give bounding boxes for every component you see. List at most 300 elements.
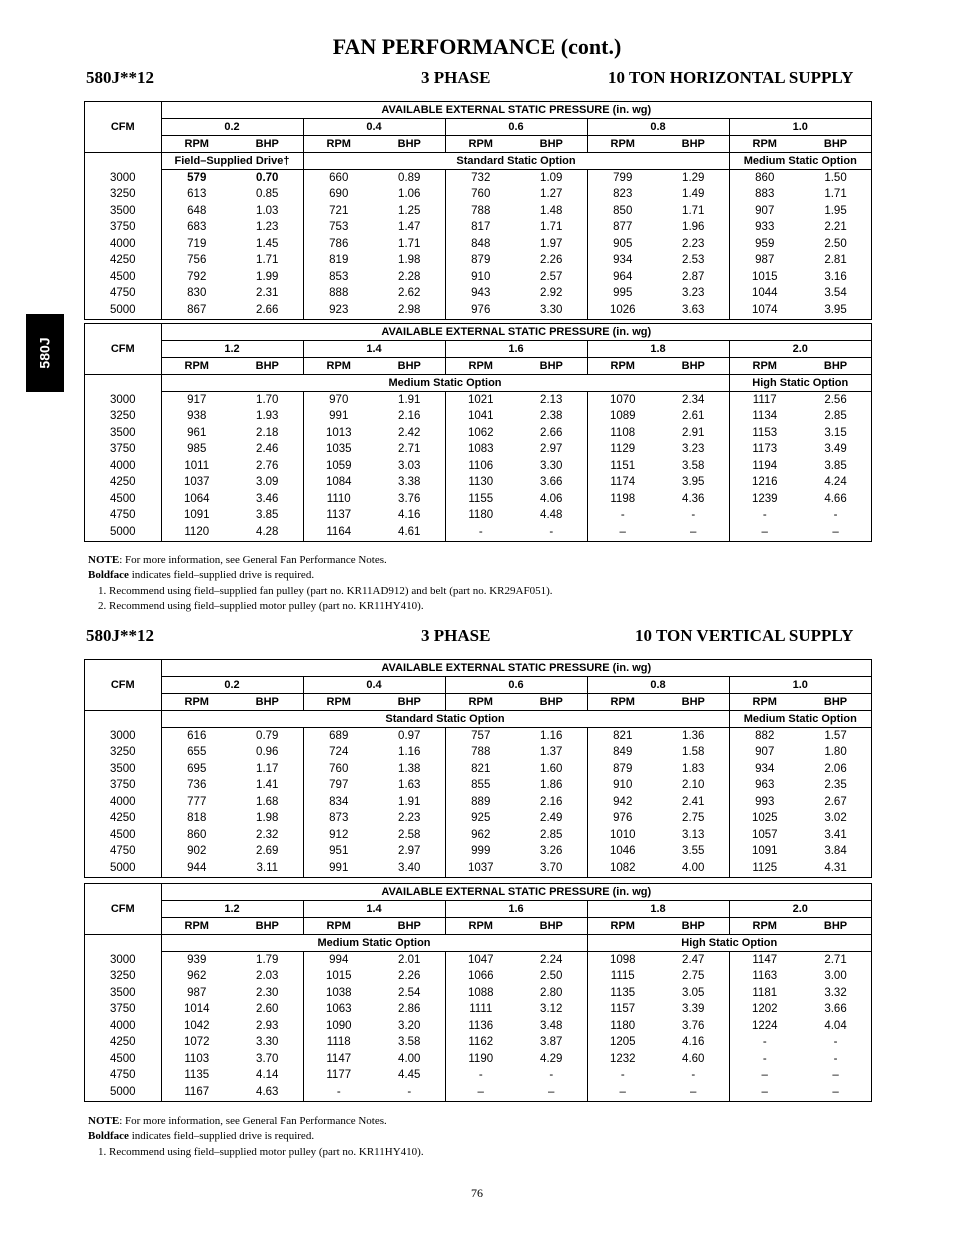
bhp-value: 3.09: [256, 476, 279, 489]
rpm-value: 579: [187, 171, 207, 184]
bhp-value: 2.03: [256, 970, 279, 983]
bhp-value: 3.76: [682, 1019, 705, 1032]
rpm-value: 648: [187, 204, 207, 217]
notes-block: [88, 553, 868, 614]
bhp-value: 4.31: [824, 861, 847, 874]
rpm-value: 689: [303, 728, 374, 745]
bhp-value: 3.12: [540, 1003, 563, 1016]
rpm-value: 1163: [729, 969, 800, 986]
rpm-value: 1136: [445, 1018, 516, 1035]
rpm-value: 994: [303, 952, 374, 969]
bhp-value: 2.13: [540, 393, 563, 406]
rpm-value: –: [445, 1084, 516, 1101]
bhp-value: 0.97: [398, 729, 421, 742]
rpm-value: 855: [445, 778, 516, 795]
header-row: [85, 102, 871, 119]
section-heading-horizontal: [86, 68, 871, 90]
bhp-value: 2.21: [824, 221, 847, 234]
table-row: [85, 811, 871, 828]
rpm-value: 1194: [729, 458, 800, 475]
note-bold-lead: Boldface: [88, 1130, 129, 1143]
rpm-value: 848: [445, 236, 516, 253]
bhp-value: 3.30: [540, 459, 563, 472]
bhp-value: 4.24: [824, 476, 847, 489]
bhp-value: 2.61: [682, 410, 705, 423]
rpm-value: 1135: [184, 1069, 210, 1082]
rpm-value: 821: [445, 761, 516, 778]
rpm-value: 1091: [729, 844, 800, 861]
rpm-value: 736: [187, 779, 207, 792]
rpm-value: 1091: [183, 509, 210, 522]
rpm-value: 1174: [587, 475, 658, 492]
cfm-value: 4000: [85, 458, 161, 475]
bhp-value: 4.63: [256, 1085, 279, 1098]
rpm-value: 823: [587, 187, 658, 204]
rpm-value: 1167: [184, 1085, 210, 1098]
phase-label: 3 PHASE: [421, 68, 491, 87]
bhp-value: 3.63: [682, 303, 705, 316]
rpm-header: RPM: [729, 136, 800, 153]
bhp-value: 1.57: [824, 729, 847, 742]
bhp-value: 4.45: [398, 1069, 421, 1082]
cfm-header: CFM: [85, 884, 161, 935]
bhp-value: 1.91: [398, 393, 421, 406]
pressure-header: 0.6: [445, 119, 587, 136]
note-bold-lead: Boldface: [88, 569, 129, 582]
rpm-value: 860: [187, 828, 207, 841]
rpm-value: 695: [187, 762, 207, 775]
rpm-value: 724: [303, 745, 374, 762]
table-row: [85, 170, 871, 187]
rpm-value: 788: [445, 203, 516, 220]
bhp-value: 1.95: [824, 204, 847, 217]
table-row: [85, 1051, 871, 1068]
rpm-value: 1164: [303, 524, 374, 541]
bhp-value: 4.28: [256, 525, 279, 538]
bhp-header: BHP: [516, 694, 587, 711]
bhp-header: BHP: [800, 136, 871, 153]
rpm-value: 792: [187, 270, 207, 283]
table-row: [85, 236, 871, 253]
pressure-super-header: AVAILABLE EXTERNAL STATIC PRESSURE (in. wg): [161, 324, 871, 341]
bhp-value: –: [832, 525, 839, 538]
rpm-value: 721: [303, 203, 374, 220]
bhp-value: 2.31: [256, 287, 279, 300]
rpm-value: -: [729, 1035, 800, 1052]
bhp-value: 2.66: [256, 303, 279, 316]
bhp-value: 1.63: [398, 779, 421, 792]
bhp-value: 3.58: [398, 1036, 421, 1049]
rpm-value: 1041: [445, 409, 516, 426]
rpm-value: -: [445, 524, 516, 541]
bhp-value: 0.96: [256, 746, 279, 759]
bhp-value: 3.38: [398, 476, 421, 489]
static-option-label: High Static Option: [729, 375, 871, 392]
bhp-value: 4.16: [682, 1036, 705, 1049]
side-tab-label: 580J: [37, 337, 53, 369]
rpm-value: 1090: [303, 1018, 374, 1035]
pressure-header: 0.2: [161, 119, 303, 136]
table-row: [85, 952, 871, 969]
table-row: [85, 392, 871, 409]
bhp-value: 2.50: [824, 237, 847, 250]
rpm-header: RPM: [587, 918, 658, 935]
bhp-header: BHP: [800, 694, 871, 711]
pressure-header: 0.8: [587, 119, 729, 136]
rpm-value: 1134: [729, 409, 800, 426]
table-row: [85, 794, 871, 811]
bhp-value: 3.23: [682, 287, 705, 300]
bhp-header: BHP: [516, 918, 587, 935]
rpm-value: 1038: [303, 985, 374, 1002]
table-row: [85, 1018, 871, 1035]
rpm-value: 985: [187, 443, 207, 456]
bhp-value: 3.39: [682, 1003, 705, 1016]
bhp-value: 2.35: [824, 779, 847, 792]
rpm-value: 1089: [587, 409, 658, 426]
bhp-value: 2.23: [682, 237, 705, 250]
rpm-value: 991: [303, 860, 374, 877]
bhp-value: 2.87: [682, 270, 705, 283]
rpm-value: 1118: [303, 1035, 374, 1052]
bhp-header: BHP: [658, 918, 729, 935]
rpm-value: 1015: [729, 269, 800, 286]
bhp-value: 2.75: [682, 812, 705, 825]
pressure-header: 0.4: [303, 677, 445, 694]
cfm-header: CFM: [85, 324, 161, 375]
bhp-value: 3.40: [398, 861, 421, 874]
bhp-value: 3.58: [682, 459, 705, 472]
fan-performance-table: [85, 660, 871, 877]
rpm-value: 732: [445, 170, 516, 187]
bhp-value: 2.01: [398, 953, 421, 966]
phase-label: 3 PHASE: [421, 626, 491, 645]
bhp-value: -: [833, 1036, 838, 1049]
bhp-value: 3.00: [824, 970, 847, 983]
bhp-value: 0.89: [398, 171, 421, 184]
rpm-value: –: [587, 524, 658, 541]
cfm-value: 4750: [85, 508, 161, 525]
rpm-value: 799: [587, 170, 658, 187]
cfm-value: 5000: [85, 524, 161, 541]
table-row: [85, 187, 871, 204]
bhp-value: 2.23: [398, 812, 421, 825]
pressure-header: 0.4: [303, 119, 445, 136]
bhp-value: 1.47: [398, 221, 421, 234]
rpm-value: 1011: [184, 459, 210, 472]
bhp-value: 2.57: [540, 270, 563, 283]
rpm-value: 1046: [587, 844, 658, 861]
bhp-value: 1.37: [540, 746, 563, 759]
bhp-value: 4.04: [824, 1019, 847, 1032]
bhp-value: 1.98: [398, 254, 421, 267]
cfm-value: 5000: [85, 1084, 161, 1101]
bhp-header: BHP: [232, 694, 303, 711]
bhp-value: 3.30: [540, 303, 563, 316]
table-row: [85, 253, 871, 270]
bhp-value: 3.03: [398, 459, 421, 472]
bhp-value: 1.93: [256, 410, 279, 423]
rpm-value: 944: [187, 861, 207, 874]
rpm-header: RPM: [303, 136, 374, 153]
pressure-header: 1.0: [729, 119, 871, 136]
rpm-value: 1088: [445, 985, 516, 1002]
bhp-value: 1.98: [256, 812, 279, 825]
rpm-header: RPM: [587, 136, 658, 153]
cfm-header: CFM: [85, 102, 161, 153]
rpm-value: 910: [445, 269, 516, 286]
rpm-value: 757: [445, 728, 516, 745]
supply-label: 10 TON VERTICAL SUPPLY: [635, 626, 854, 645]
rpm-header: RPM: [161, 136, 232, 153]
bhp-header: BHP: [232, 918, 303, 935]
bhp-value: 2.97: [398, 845, 421, 858]
rpm-value: 999: [445, 844, 516, 861]
rpm-value: 879: [445, 253, 516, 270]
note-line: [88, 584, 868, 599]
bhp-value: 2.54: [398, 986, 421, 999]
rpm-value: 995: [587, 286, 658, 303]
bhp-value: 1.03: [256, 204, 279, 217]
header-row: [85, 901, 871, 918]
cfm-value: 4250: [85, 1035, 161, 1052]
cfm-value: 3250: [85, 409, 161, 426]
bhp-value: 2.26: [540, 254, 563, 267]
cfm-value: 4250: [85, 253, 161, 270]
bhp-value: 0.70: [256, 171, 279, 184]
note-text: indicates field–supplied drive is required.: [128, 569, 315, 582]
static-option-label: High Static Option: [587, 935, 871, 952]
bhp-value: 2.56: [824, 393, 847, 406]
bhp-value: -: [691, 1069, 696, 1082]
bhp-value: 2.18: [256, 426, 279, 439]
bhp-value: 1.99: [256, 270, 279, 283]
rpm-value: 1066: [445, 969, 516, 986]
bhp-value: 1.48: [540, 204, 563, 217]
bhp-value: 3.48: [540, 1019, 563, 1032]
static-option-label: Field–Supplied Drive†: [161, 153, 303, 170]
bhp-value: 1.80: [824, 746, 847, 759]
rpm-value: 690: [303, 187, 374, 204]
rpm-value: 1044: [729, 286, 800, 303]
cfm-value: 3750: [85, 442, 161, 459]
bhp-value: 2.06: [824, 762, 847, 775]
bhp-value: 1.86: [540, 779, 563, 792]
note-bold-lead: NOTE: [88, 554, 120, 566]
bhp-value: 3.84: [824, 845, 847, 858]
rpm-value: 830: [187, 287, 207, 300]
static-option-label: Medium Static Option: [161, 375, 729, 392]
bhp-value: 1.71: [682, 204, 705, 217]
bhp-value: 2.26: [398, 970, 421, 983]
table-row: [85, 286, 871, 303]
bhp-value: 2.58: [398, 828, 421, 841]
rpm-value: -: [729, 508, 800, 525]
rpm-value: 1129: [587, 442, 658, 459]
cfm-value: 4000: [85, 794, 161, 811]
bhp-value: 1.17: [256, 762, 279, 775]
note-line: [88, 599, 868, 614]
pressure-header: 1.6: [445, 341, 587, 358]
rpm-header: RPM: [445, 918, 516, 935]
rpm-value: 821: [587, 728, 658, 745]
rpm-value: 819: [303, 253, 374, 270]
rpm-value: 1110: [303, 491, 374, 508]
bhp-value: 3.02: [824, 812, 847, 825]
rpm-value: 1074: [729, 302, 800, 319]
table-row: [85, 203, 871, 220]
bhp-value: 1.83: [682, 762, 705, 775]
bhp-value: 1.49: [682, 188, 705, 201]
pressure-header: 2.0: [729, 341, 871, 358]
bhp-value: 3.70: [256, 1052, 279, 1065]
header-row: [85, 119, 871, 136]
cfm-value: 4500: [85, 269, 161, 286]
rpm-header: RPM: [445, 694, 516, 711]
rpm-value: 1177: [303, 1068, 374, 1085]
pressure-header: 1.2: [161, 901, 303, 918]
rpm-value: 923: [303, 302, 374, 319]
bhp-value: 4.66: [824, 492, 847, 505]
rpm-value: 1153: [729, 425, 800, 442]
bhp-value: 2.76: [256, 459, 279, 472]
option-row: [85, 935, 871, 952]
bhp-value: 3.15: [824, 426, 847, 439]
table-row: [85, 985, 871, 1002]
pressure-header: 1.4: [303, 901, 445, 918]
rpm-value: 1111: [445, 1002, 516, 1019]
rpm-value: 902: [187, 845, 207, 858]
rpm-value: 1013: [303, 425, 374, 442]
table-row: [85, 409, 871, 426]
option-spacer: [85, 375, 161, 392]
rpm-value: 910: [587, 778, 658, 795]
cfm-value: 4000: [85, 1018, 161, 1035]
rpm-value: 1103: [184, 1052, 210, 1065]
bhp-header: BHP: [516, 358, 587, 375]
header-row: [85, 884, 871, 901]
bhp-value: 4.29: [540, 1052, 563, 1065]
bhp-value: 3.70: [540, 861, 563, 874]
rpm-value: 760: [445, 187, 516, 204]
cfm-value: 4250: [85, 811, 161, 828]
bhp-value: 1.27: [540, 188, 563, 201]
rpm-value: 1083: [445, 442, 516, 459]
bhp-header: BHP: [800, 918, 871, 935]
rpm-value: 788: [445, 745, 516, 762]
cfm-value: 3500: [85, 203, 161, 220]
cfm-value: 4500: [85, 491, 161, 508]
bhp-value: 1.60: [540, 762, 563, 775]
bhp-value: 1.36: [682, 729, 705, 742]
note-text: indicates field–supplied drive is required.: [128, 1130, 315, 1143]
bhp-value: 3.76: [398, 492, 421, 505]
cfm-value: 4750: [85, 286, 161, 303]
rpm-header: RPM: [161, 918, 232, 935]
bhp-value: 3.66: [824, 1003, 847, 1016]
bhp-value: 3.41: [824, 828, 847, 841]
rpm-header: RPM: [303, 358, 374, 375]
header-row: [85, 358, 871, 375]
rpm-value: 1180: [587, 1018, 658, 1035]
rpm-value: 963: [729, 778, 800, 795]
rpm-value: 873: [303, 811, 374, 828]
rpm-value: -: [303, 1084, 374, 1101]
rpm-header: RPM: [587, 694, 658, 711]
rpm-value: 912: [303, 827, 374, 844]
bhp-value: –: [832, 1069, 839, 1082]
pressure-header: 1.6: [445, 901, 587, 918]
rpm-value: 883: [729, 187, 800, 204]
bhp-header: BHP: [374, 358, 445, 375]
fan-performance-table: [85, 884, 871, 1101]
supply-label: 10 TON HORIZONTAL SUPPLY: [608, 68, 854, 87]
bhp-value: 3.16: [824, 270, 847, 283]
rpm-value: 1025: [729, 811, 800, 828]
bhp-value: 1.68: [256, 795, 279, 808]
pressure-header: 2.0: [729, 901, 871, 918]
page-title: FAN PERFORMANCE (cont.): [332, 34, 622, 59]
rpm-value: 1070: [587, 392, 658, 409]
rpm-value: 613: [187, 188, 207, 201]
bhp-value: 1.97: [540, 237, 563, 250]
cfm-value: 3000: [85, 728, 161, 745]
bhp-value: -: [691, 509, 696, 522]
cfm-value: 3000: [85, 170, 161, 187]
bhp-value: 2.71: [398, 443, 421, 456]
rpm-value: 882: [729, 728, 800, 745]
bhp-value: –: [690, 525, 697, 538]
rpm-value: 1155: [445, 491, 516, 508]
rpm-value: 970: [303, 392, 374, 409]
rpm-value: 1115: [587, 969, 658, 986]
rpm-value: 1120: [184, 525, 210, 538]
bhp-header: BHP: [374, 918, 445, 935]
bhp-value: 2.67: [824, 795, 847, 808]
header-row: [85, 694, 871, 711]
table-row: [85, 475, 871, 492]
rpm-value: 991: [303, 409, 374, 426]
rpm-value: 655: [187, 746, 207, 759]
cfm-value: 3000: [85, 952, 161, 969]
rpm-value: 1047: [445, 952, 516, 969]
static-option-label: Medium Static Option: [161, 935, 587, 952]
rpm-value: 1072: [183, 1036, 210, 1049]
cfm-value: 3250: [85, 187, 161, 204]
bhp-header: BHP: [232, 358, 303, 375]
table-row: [85, 425, 871, 442]
bhp-header: BHP: [800, 358, 871, 375]
bhp-value: 4.60: [682, 1052, 705, 1065]
bhp-value: -: [833, 1052, 838, 1065]
bhp-value: 2.97: [540, 443, 563, 456]
note-bold-lead: NOTE: [88, 1115, 120, 1127]
bhp-value: 3.66: [540, 476, 563, 489]
bhp-value: 3.49: [824, 443, 847, 456]
rpm-header: RPM: [161, 358, 232, 375]
bhp-value: 2.92: [540, 287, 563, 300]
cfm-value: 3250: [85, 745, 161, 762]
bhp-value: 4.00: [682, 861, 705, 874]
bhp-value: 2.42: [398, 426, 421, 439]
bhp-value: 2.93: [256, 1019, 279, 1032]
table-row: [85, 1035, 871, 1052]
table-row: [85, 1084, 871, 1101]
static-option-label: Medium Static Option: [729, 711, 871, 728]
bhp-value: 2.91: [682, 426, 705, 439]
bhp-value: 2.69: [256, 845, 279, 858]
bhp-value: 1.06: [398, 188, 421, 201]
